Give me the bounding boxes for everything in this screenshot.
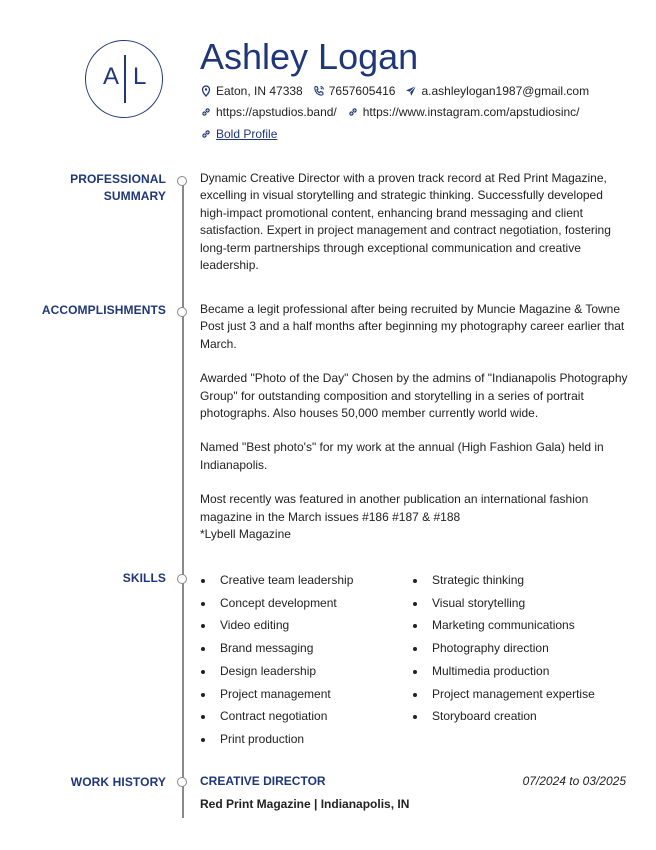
monogram-first-initial: A [103, 63, 120, 90]
monogram-last-initial: L [133, 63, 147, 90]
contact-row-profile [200, 127, 287, 141]
email-text: a.ashleylogan1987@gmail.com [421, 84, 590, 98]
location-pin-icon [200, 85, 212, 97]
profile-link[interactable] [200, 127, 277, 141]
skill-item: Print production [200, 728, 400, 751]
phone-text: 7657605416 [328, 84, 396, 98]
monogram-divider [124, 55, 126, 103]
link-icon [200, 106, 212, 118]
location [200, 84, 303, 98]
accomplishment-note: *Lybell Magazine [200, 527, 291, 542]
section-label-summary [70, 171, 166, 205]
candidate-name: Ashley Logan [200, 36, 419, 77]
send-icon [405, 85, 417, 97]
section-label-accomplishments: ACCOMPLISHMENTS [41, 303, 166, 317]
accomplishment-item: Awarded "Photo of the Day" Chosen by the admins of "Indianapolis Photography Group" for outstanding composition and storytelling in a series of portrait photographs. Also houses 50,000 member currently world wide. [200, 371, 628, 421]
link-icon [347, 106, 359, 118]
website-link[interactable] [200, 105, 337, 119]
summary-label-line1: PROFESSIONAL [70, 172, 166, 186]
skill-item: Multimedia production [412, 660, 612, 683]
timeline-node-summary [177, 176, 187, 186]
job-company: Red Print Magazine | Indianapolis, IN [200, 797, 410, 811]
skill-item: Concept development [200, 592, 400, 615]
skill-item: Video editing [200, 614, 400, 637]
section-label-skills: SKILLS [122, 571, 166, 585]
accomplishments-list [200, 301, 630, 543]
timeline-node-work-history [177, 777, 187, 787]
contact-row-links [200, 105, 590, 119]
skill-item: Storyboard creation [412, 705, 612, 728]
email[interactable] [405, 84, 589, 98]
skill-item: Visual storytelling [412, 592, 612, 615]
skills-list-left [200, 569, 400, 751]
accomplishment-item-last [200, 491, 630, 543]
skill-item: Contract negotiation [200, 705, 400, 728]
contact-row-primary [200, 84, 599, 98]
location-text: Eaton, IN 47338 [216, 84, 303, 98]
section-label-work-history: WORK HISTORY [70, 775, 166, 789]
skill-item: Project management expertise [412, 683, 612, 706]
accomplishment-item: Became a legit professional after being recruited by Muncie Magazine & Towne Post just 3 and a half months after beginning my photography career earlier that March. [200, 302, 625, 351]
skill-item: Photography direction [412, 637, 612, 660]
job-title: CREATIVE DIRECTOR [200, 774, 326, 788]
skill-item: Project management [200, 683, 400, 706]
accomplishment-item: Most recently was featured in another publication an international fashion magazine in the March issues #186 #187 & #188 [200, 492, 589, 524]
profile-link-text[interactable]: Bold Profile [216, 127, 278, 141]
skill-item: Brand messaging [200, 637, 400, 660]
timeline-line [182, 182, 184, 818]
link-icon [200, 128, 212, 140]
skill-item: Design leadership [200, 660, 400, 683]
accomplishment-item: Named "Best photo's" for my work at the annual (High Fashion Gala) held in Indianapolis. [200, 440, 604, 472]
phone[interactable] [313, 84, 396, 98]
timeline-node-accomplishments [177, 307, 187, 317]
skill-item: Creative team leadership [200, 569, 400, 592]
monogram-logo [85, 40, 163, 118]
instagram-link[interactable] [347, 105, 580, 119]
skill-item: Strategic thinking [412, 569, 612, 592]
skill-item: Marketing communications [412, 614, 612, 637]
summary-label-line2: SUMMARY [103, 189, 166, 203]
skills-list-right [412, 569, 612, 728]
instagram-text: https://www.instagram.com/apstudiosinc/ [362, 105, 580, 119]
website-text: https://apstudios.band/ [216, 105, 337, 119]
job-dates: 07/2024 to 03/2025 [522, 774, 626, 788]
summary-text: Dynamic Creative Director with a proven track record at Red Print Magazine, excelling in visual storytelling and strategic thinking. Successfully developed high-impact promotional content, enhancing brand messaging and client satisfaction. Expert in project management and contract negotiation, fostering long-term partnerships through exceptional communication and creative leadership. [200, 171, 611, 273]
phone-icon [313, 85, 325, 97]
timeline-node-skills [177, 574, 187, 584]
